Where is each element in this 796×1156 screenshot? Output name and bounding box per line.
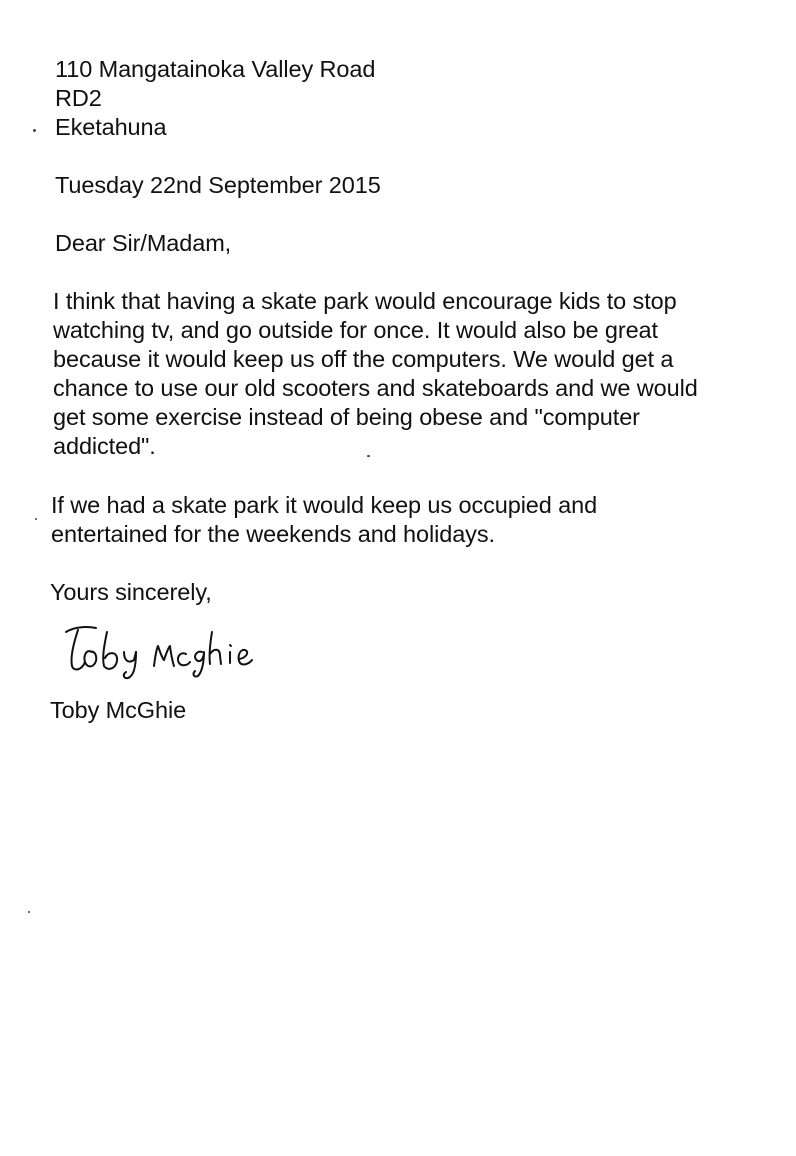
signer-name: Toby McGhie <box>50 697 187 723</box>
paragraph-line: chance to use our old scooters and skateboards and we would <box>53 375 698 401</box>
salutation: Dear Sir/Madam, <box>55 230 232 256</box>
address-line-town: Eketahuna <box>55 114 167 140</box>
address-line-rd: RD2 <box>55 85 102 111</box>
paragraph-line: entertained for the weekends and holidays. <box>51 521 495 547</box>
body-paragraph-1 <box>53 287 698 461</box>
paragraph-line: get some exercise instead of being obese and "computer <box>53 404 640 430</box>
scan-speck <box>28 911 30 913</box>
handwritten-signature <box>52 618 272 680</box>
paragraph-line: because it would keep us off the computers. We would get a <box>53 346 674 372</box>
paragraph-line: addicted". <box>53 433 156 459</box>
letter-date: Tuesday 22nd September 2015 <box>55 172 381 198</box>
body-paragraph-2 <box>51 491 597 549</box>
scan-speck <box>33 129 36 132</box>
closing: Yours sincerely, <box>50 579 212 605</box>
paragraph-line: watching tv, and go outside for once. It would also be great <box>53 317 658 343</box>
scan-speck <box>35 518 37 520</box>
paragraph-line: I think that having a skate park would encourage kids to stop <box>53 288 677 314</box>
address-line-street: 110 Mangatainoka Valley Road <box>55 56 376 82</box>
scan-speck <box>367 455 370 457</box>
paragraph-line: If we had a skate park it would keep us occupied and <box>51 492 598 518</box>
